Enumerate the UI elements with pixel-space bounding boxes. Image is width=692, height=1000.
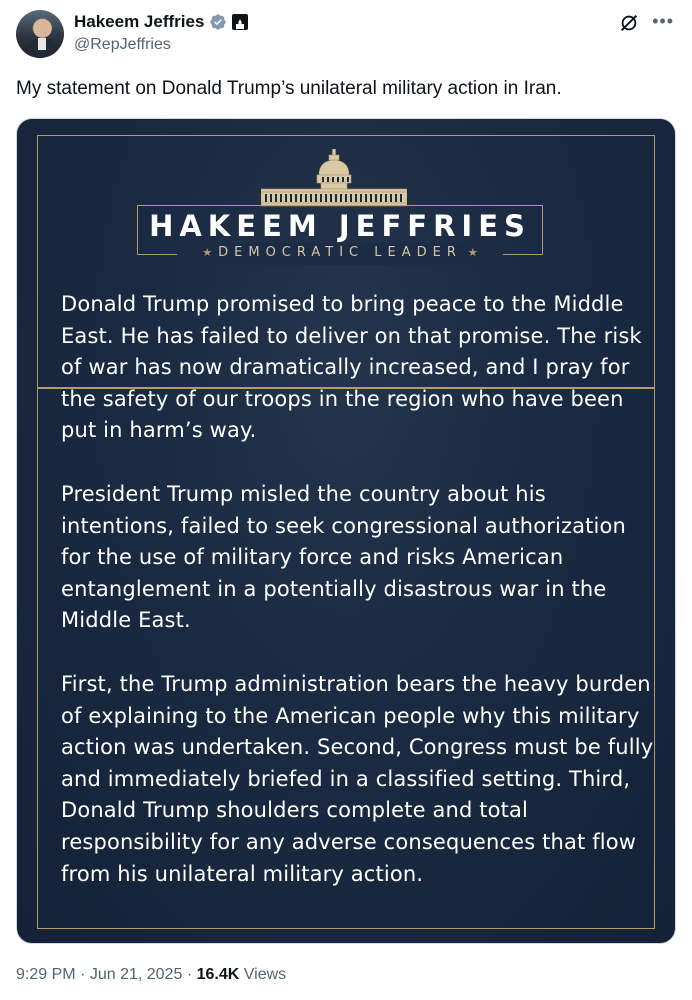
more-icon[interactable]: •••: [652, 11, 674, 31]
star-icon: ★: [467, 246, 478, 259]
government-badge-icon[interactable]: [232, 14, 248, 30]
star-icon: ★: [202, 246, 213, 259]
meta-separator: ·: [80, 966, 90, 983]
meta-separator: ·: [186, 966, 197, 983]
statement-paragraph: President Trump misled the country about his intentions, failed to seek congressional authorization for the use of military force and risks American entanglement in a potentially disastrous war in the Middle East.: [61, 481, 626, 633]
statement-body: [61, 289, 661, 922]
author-name[interactable]: Hakeem Jeffries: [74, 12, 205, 31]
capitol-icon: [261, 149, 407, 207]
statement-image[interactable]: [16, 118, 676, 944]
capitol-small-icon: [234, 18, 246, 30]
avatar-shirt: [38, 38, 46, 50]
tweet-time[interactable]: 9:29 PM: [16, 966, 76, 983]
tweet-text: My statement on Donald Trump’s unilateral military action in Iran.: [16, 78, 562, 99]
author-name-row: [74, 12, 248, 32]
statement-paragraph: Donald Trump promised to bring peace to the Middle East. He has failed to deliver on that promise. The risk of war has now dramatically increased, and I pray for the safety of our troops in the region who have been put in harm’s way.: [61, 292, 642, 443]
tweet-date[interactable]: Jun 21, 2025: [89, 966, 183, 983]
grok-icon[interactable]: [618, 12, 640, 34]
tweet-header: [16, 10, 676, 60]
logo-subtitle-text: DEMOCRATIC LEADER: [218, 245, 462, 260]
author-handle[interactable]: @RepJeffries: [74, 36, 171, 53]
verified-badge-icon[interactable]: [209, 13, 227, 31]
tweet-meta: [16, 966, 286, 984]
logo-name: HAKEEM JEFFRIES: [149, 209, 531, 243]
logo-subtitle: [137, 245, 543, 260]
statement-paragraph: First, the Trump administration bears the heavy burden of explaining to the American people why this military action was undertaken. Second, Congress must be fully and immediately briefed in a classified setting. Third, Donald Trump shoulders complete and total responsibility for any adverse consequences that flow from his unilateral military action.: [61, 671, 654, 886]
avatar[interactable]: [16, 10, 64, 58]
views-label: Views: [243, 966, 287, 983]
views-count: 16.4K: [196, 966, 240, 983]
